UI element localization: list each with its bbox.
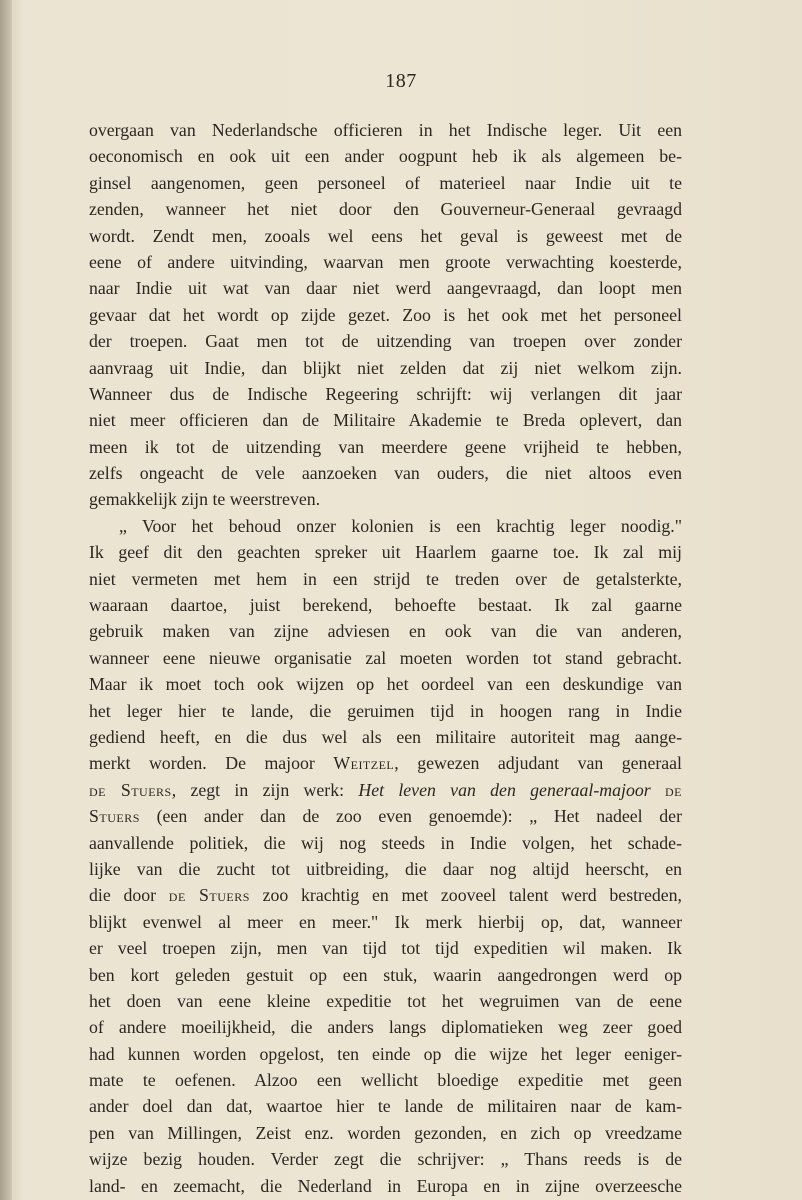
text-segment: merkt worden. De majoor	[89, 753, 334, 774]
text-segment: gediend heeft, en die dus wel als een militaire autoriteit mag aange-	[89, 726, 682, 747]
text-segment: waaraan daartoe, juist berekend, behoefte bestaat. Ik zal gaarne	[89, 595, 682, 616]
text-line	[89, 170, 682, 196]
text-line	[89, 856, 682, 882]
text-line	[89, 513, 682, 539]
text-segment: Ik geef dit den geachten spreker uit Haarlem gaarne toe. Ik zal mij	[89, 542, 682, 563]
text-segment: Wanneer dus de Indische Regeering schrijft: wij verlangen dit jaar	[89, 383, 682, 404]
text-line	[89, 566, 682, 592]
text-segment: blijkt evenwel al meer en meer." Ik merk hierbij op, dat, wanneer	[89, 911, 682, 932]
text-line	[89, 328, 682, 354]
text-segment: zelfs ongeacht de vele aanzoeken van ouders, die niet altoos even	[89, 463, 682, 484]
text-segment: eene of andere uitvinding, waarvan men groote verwachting koesterde,	[89, 251, 682, 272]
text-line	[89, 196, 682, 222]
text-line	[89, 882, 682, 908]
text-segment: „ Voor het behoud onzer kolonien is een krachtig leger noodig."	[119, 515, 682, 536]
text-line	[89, 777, 682, 803]
text-segment: land- en zeemacht, die Nederland in Europa en in zijne overzeesche	[89, 1175, 682, 1196]
text-line	[89, 592, 682, 618]
text-segment: het leger hier te lande, die geruimen tijd in hoogen rang in Indie	[89, 700, 682, 721]
text-segment: wanneer eene nieuwe organisatie zal moeten worden tot stand gebracht.	[89, 647, 682, 668]
small-caps-name: de Stuers	[168, 885, 250, 906]
text-line	[89, 645, 682, 671]
text-line	[89, 539, 682, 565]
text-segment: er veel troepen zijn, men van tijd tot tijd expeditien wil maken. Ik	[89, 938, 682, 959]
text-segment: het doen van eene kleine expeditie tot het wegruimen van de eene	[89, 990, 682, 1011]
text-line	[89, 830, 682, 856]
text-line	[89, 698, 682, 724]
text-line	[89, 750, 682, 776]
text-segment: , zegt in zijn werk:	[171, 779, 359, 800]
text-segment: mate te oefenen. Alzoo een wellicht bloedige expeditie met geen	[89, 1070, 682, 1091]
text-segment: Maar ik moet toch ook wijzen op het oordeel van een deskundige van	[89, 674, 682, 695]
text-line	[89, 803, 682, 829]
text-segment: lijke van die zucht tot uitbreiding, die daar nog altijd heerscht, en	[89, 858, 682, 879]
text-line	[89, 1146, 682, 1172]
text-segment: ander doel dan dat, waartoe hier te lande de militairen naar de kam-	[89, 1096, 682, 1117]
text-segment: ben kort geleden gestuit op een stuk, waarin aangedrongen werd op	[89, 964, 682, 985]
text-line	[89, 1173, 682, 1199]
text-line	[89, 724, 682, 750]
small-caps-name: de Stuers	[89, 779, 172, 800]
text-segment: zoo krachtig en met zooveel talent werd bestreden,	[249, 885, 682, 906]
text-segment: (een ander dan de zoo even genoemde): „ Het nadeel der	[139, 806, 682, 827]
text-line	[89, 355, 682, 381]
text-line	[89, 381, 682, 407]
text-segment: oeconomisch en ook uit een ander oogpunt heb ik als algemeen be-	[89, 146, 682, 167]
text-segment: zenden, wanneer het niet door den Gouverneur-Generaal gevraagd	[89, 199, 682, 220]
text-line	[89, 117, 682, 143]
body-text	[89, 117, 682, 1199]
text-line	[89, 935, 682, 961]
text-line	[89, 1014, 682, 1040]
text-segment: had kunnen worden opgelost, ten einde op die wijze het leger eeniger-	[89, 1043, 682, 1064]
text-segment: wordt. Zendt men, zooals wel eens het geval is geweest met de	[89, 225, 682, 246]
text-line	[89, 1067, 682, 1093]
text-segment	[651, 780, 665, 800]
text-segment: die door	[89, 885, 169, 906]
small-caps-name: Stuers	[89, 806, 140, 827]
italic-title: Het leven van den generaal-majoor	[358, 779, 651, 800]
text-line	[89, 618, 682, 644]
text-segment: , gewezen adjudant van generaal	[394, 753, 682, 774]
text-line	[89, 249, 682, 275]
text-segment: wijze bezig houden. Verder zegt die schrijver: „ Thans reeds is de	[89, 1149, 682, 1170]
text-line	[89, 1041, 682, 1067]
text-segment: aanvallende politiek, die wij nog steeds in Indie volgen, het schade-	[89, 832, 682, 853]
text-line	[89, 486, 682, 512]
text-segment: niet vermeten met hem in een strijd te treden over de getalsterkte,	[89, 568, 682, 589]
text-line	[89, 460, 682, 486]
text-segment: overgaan van Nederlandsche officieren in het Indische leger. Uit een	[89, 120, 682, 140]
text-line	[89, 407, 682, 433]
text-segment: naar Indie uit wat van daar niet werd aangevraagd, dan loopt men	[89, 278, 682, 299]
text-segment: gebruik maken van zijne adviesen en ook van die van anderen,	[89, 621, 682, 642]
small-caps-name: de	[665, 779, 682, 800]
small-caps-name: Weitzel	[333, 753, 395, 774]
text-segment: gemakkelijk zijn te weerstreven.	[89, 489, 321, 510]
text-segment: ginsel aangenomen, geen personeel of materieel naar Indie uit te	[89, 172, 682, 193]
text-segment: aanvraag uit Indie, dan blijkt niet zelden dat zij niet welkom zijn.	[89, 357, 682, 378]
text-segment: gevaar dat het wordt op zijde gezet. Zoo is het ook met het personeel	[89, 304, 682, 325]
text-line	[89, 275, 682, 301]
text-line	[89, 671, 682, 697]
text-line	[89, 143, 682, 169]
text-segment: der troepen. Gaat men tot de uitzending van troepen over zonder	[89, 331, 682, 352]
text-segment: pen van Millingen, Zeist enz. worden gezonden, en zich op vreedzame	[89, 1122, 682, 1143]
text-segment: meen ik tot de uitzending van meerdere geene vrijheid te hebben,	[89, 436, 682, 457]
text-line	[89, 434, 682, 460]
text-line	[89, 302, 682, 328]
text-segment: niet meer officieren dan de Militaire Akademie te Breda oplevert, dan	[89, 410, 682, 431]
page-number: 187	[385, 70, 417, 92]
text-line	[89, 909, 682, 935]
text-line	[89, 962, 682, 988]
text-line	[89, 1120, 682, 1146]
text-line	[89, 1093, 682, 1119]
text-line	[89, 223, 682, 249]
page-spine-shadow	[0, 0, 12, 1200]
text-line	[89, 988, 682, 1014]
text-segment: of andere moeilijkheid, die anders langs diplomatieken weg zeer goed	[89, 1017, 682, 1038]
